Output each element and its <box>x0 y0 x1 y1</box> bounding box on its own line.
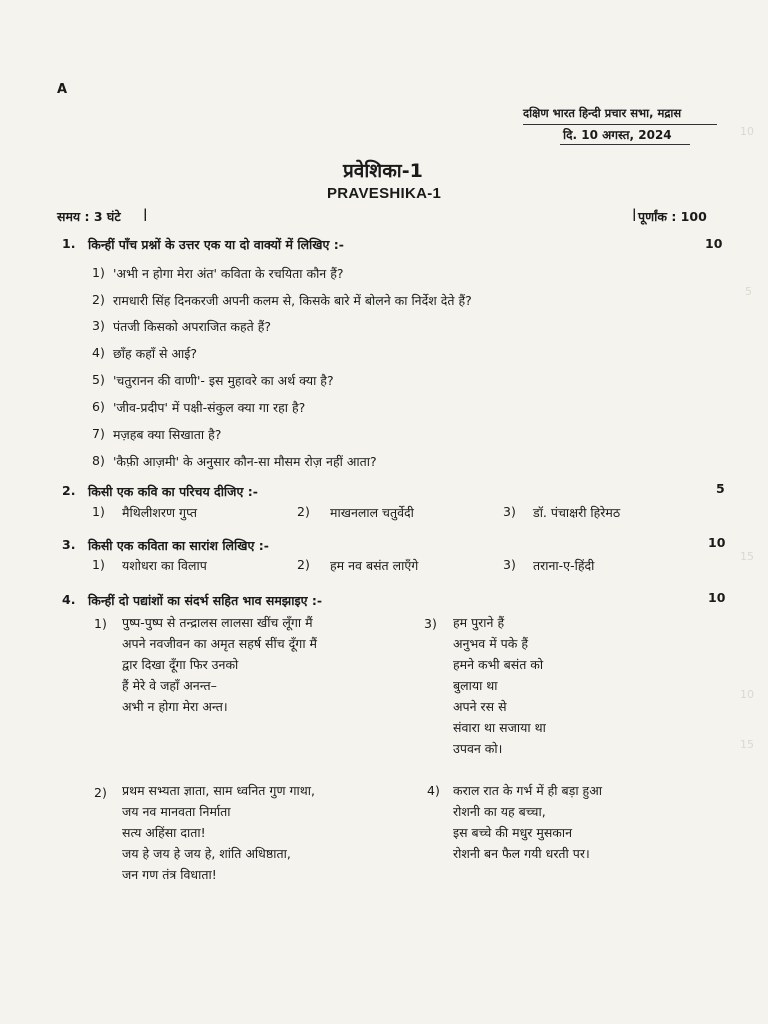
passage-2 <box>122 780 315 885</box>
q1-item-number: 8) <box>92 453 105 468</box>
question-4-marks: 10 <box>708 590 726 605</box>
passage-1 <box>122 612 317 717</box>
q3-option-text: हम नव बसंत लाएँगे <box>330 558 419 573</box>
marks-bracket: | <box>632 206 637 221</box>
passage-line: सत्य अहिंसा दाता! <box>122 825 206 840</box>
question-1-text: किन्हीं पाँच प्रश्नों के उत्तर एक या दो वाक्यों में लिखिए :- <box>88 237 344 252</box>
passage-line: बुलाया था <box>453 678 498 693</box>
passage-line: हैं मेरे वे जहाँ अनन्त– <box>122 678 217 693</box>
passage-line: उपवन को। <box>453 741 503 756</box>
passage-line: इस बच्चे की मधुर मुसकान <box>453 825 573 840</box>
paper-title-hindi: प्रवेशिका-1 <box>343 160 423 182</box>
passage-line: अपने नवजीवन का अमृत सहर्ष सींच दूँगा मैं <box>122 636 318 651</box>
question-2-number: 2. <box>62 483 76 498</box>
q1-item-text: छाँह कहाँ से आई? <box>113 346 198 361</box>
question-3-text: किसी एक कविता का सारांश लिखिए :- <box>88 538 269 553</box>
question-1-marks: 10 <box>705 236 723 251</box>
passage-line: द्वार दिखा दूँगा फिर उनको <box>122 657 239 672</box>
q2-option-number: 2) <box>297 504 310 519</box>
passage-line: रोशनी का यह बच्चा, <box>453 804 546 819</box>
question-2-marks: 5 <box>716 481 725 496</box>
question-3-marks: 10 <box>708 535 726 550</box>
q1-item-text: 'अभी न होगा मेरा अंत' कविता के रचयिता कौन हैं? <box>113 266 344 281</box>
q3-option-number: 1) <box>92 557 105 572</box>
bleed-through-number: 10 <box>740 688 754 701</box>
q1-item-number: 5) <box>92 372 105 387</box>
q3-option-number: 3) <box>503 557 516 572</box>
q2-option-number: 1) <box>92 504 105 519</box>
q1-item-number: 1) <box>92 265 105 280</box>
q1-item-text: 'जीव-प्रदीप' में पक्षी-संकुल क्या गा रहा है? <box>113 400 306 415</box>
full-marks: पूर्णांक : 100 <box>638 209 707 224</box>
passage-line: कराल रात के गर्भ में ही बड़ा हुआ <box>453 783 602 798</box>
passage-line: जय हे जय हे जय हे, शांति अधिष्ठाता, <box>122 846 291 861</box>
passage-line: जय नव मानवता निर्माता <box>122 804 231 819</box>
question-2-text: किसी एक कवि का परिचय दीजिए :- <box>88 484 258 499</box>
q1-item-text: रामधारी सिंह दिनकरजी अपनी कलम से, किसके बारे में बोलने का निर्देश देते हैं? <box>113 293 472 308</box>
q3-option-text: यशोधरा का विलाप <box>122 558 207 573</box>
passage-2-number: 2) <box>94 785 107 800</box>
paper-title-english: PRAVESHIKA-1 <box>327 185 442 202</box>
question-1-number: 1. <box>62 236 76 251</box>
passage-line: अनुभव में पके हैं <box>453 636 528 651</box>
bleed-through-number: 15 <box>740 550 754 563</box>
q3-option-number: 2) <box>297 557 310 572</box>
exam-date: दि. 10 अगस्त, 2024 <box>563 128 672 142</box>
q1-item-number: 6) <box>92 399 105 414</box>
paper-set-mark: A <box>57 82 68 97</box>
q2-option-text: मैथिलीशरण गुप्त <box>122 505 198 520</box>
question-4-number: 4. <box>62 592 76 607</box>
q1-item-number: 4) <box>92 345 105 360</box>
question-4-text: किन्हीं दो पद्यांशों का संदर्भ सहित भाव समझाइए :- <box>88 593 323 608</box>
q1-item-text: 'चतुरानन की वाणी'- इस मुहावरे का अर्थ क्या है? <box>113 373 334 388</box>
organisation-underline <box>523 124 717 125</box>
passage-line: पुष्प-पुष्प से तन्द्रालस लालसा खींच लूँगा मैं <box>122 615 313 630</box>
q1-item-text: पंतजी किसको अपराजित कहते हैं? <box>113 319 272 334</box>
passage-line: रोशनी बन फैल गयी धरती पर। <box>453 846 590 861</box>
q2-option-text: माखनलाल चतुर्वेदी <box>330 505 414 520</box>
passage-4-number: 4) <box>427 783 440 798</box>
q1-item-text: मज़हब क्या सिखाता है? <box>113 427 222 442</box>
q1-item-text: 'कैफ़ी आज़मी' के अनुसार कौन-सा मौसम रोज़ नहीं आता? <box>113 454 377 469</box>
q2-option-text: डॉ. पंचाक्षरी हिरेमठ <box>533 505 621 520</box>
exam-duration: समय : 3 घंटे <box>57 209 121 224</box>
q1-item-number: 7) <box>92 426 105 441</box>
passage-line: अभी न होगा मेरा अन्त। <box>122 699 228 714</box>
bleed-through-number: 15 <box>740 738 754 751</box>
passage-3-number: 3) <box>424 616 437 631</box>
q1-item-number: 3) <box>92 318 105 333</box>
q2-option-number: 3) <box>503 504 516 519</box>
passage-1-number: 1) <box>94 616 107 631</box>
passage-3 <box>453 612 546 759</box>
passage-line: संवारा था सजाया था <box>453 720 546 735</box>
bleed-through-number: 10 <box>740 125 754 138</box>
question-3-number: 3. <box>62 537 76 552</box>
passage-4 <box>453 780 602 864</box>
q3-option-text: तराना-ए-हिंदी <box>533 558 595 573</box>
time-bracket: | <box>143 206 148 221</box>
passage-line: अपने रस से <box>453 699 507 714</box>
passage-line: हम पुराने हैं <box>453 615 505 630</box>
organisation-name: दक्षिण भारत हिन्दी प्रचार सभा, मद्रास <box>523 106 682 120</box>
passage-line: हमने कभी बसंत को <box>453 657 544 672</box>
q1-item-number: 2) <box>92 292 105 307</box>
passage-line: प्रथम सभ्यता ज्ञाता, साम ध्वनित गुण गाथा, <box>122 783 315 798</box>
date-underline <box>560 144 690 145</box>
passage-line: जन गण तंत्र विधाता! <box>122 867 217 882</box>
bleed-through-number: 5 <box>745 285 752 298</box>
